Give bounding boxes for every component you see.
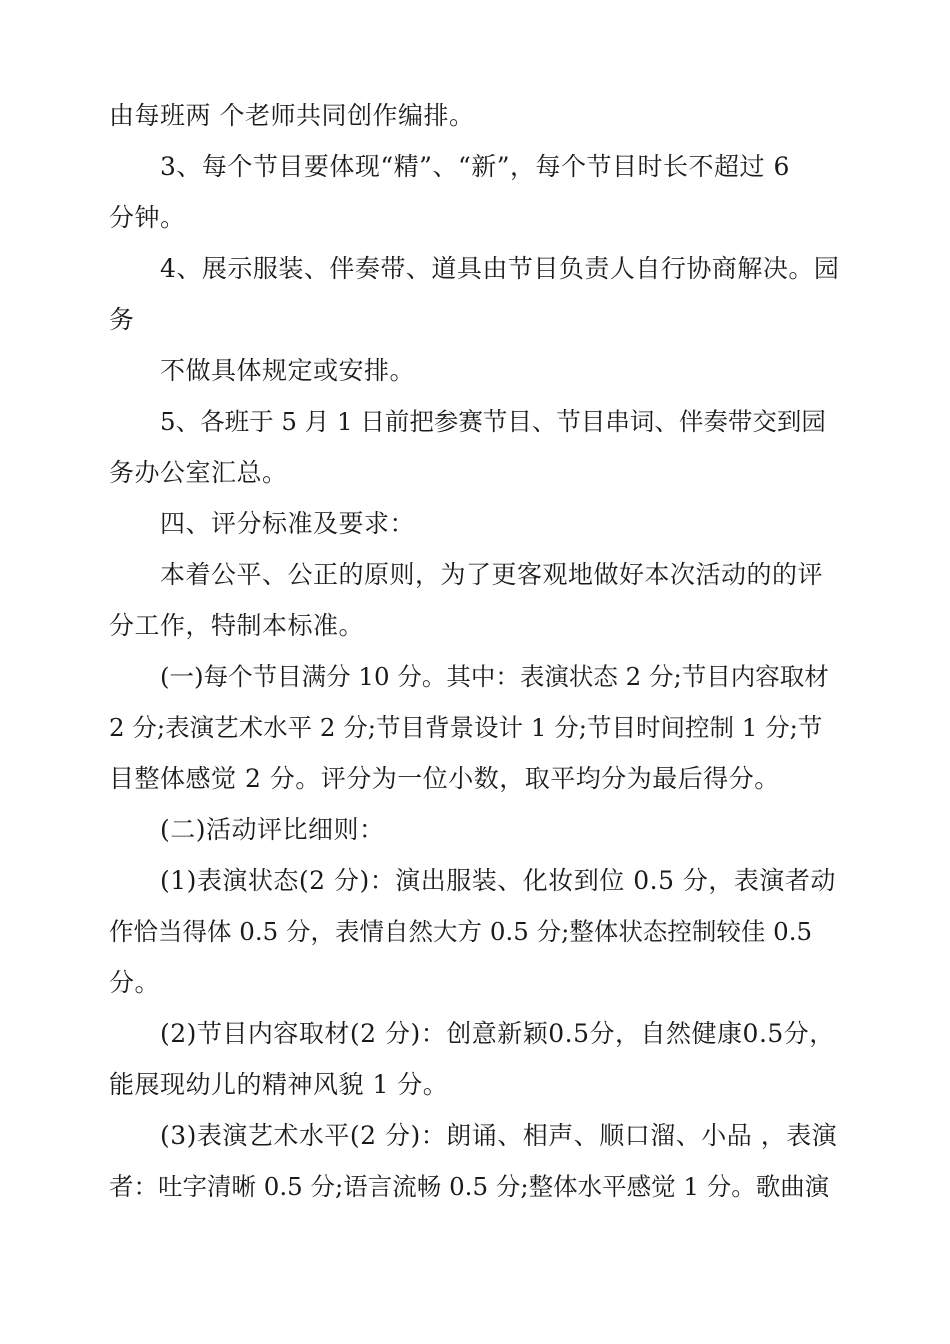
text-line: 分钟。 — [109, 203, 186, 232]
text-line: (1)表演状态(2 分)：演出服装、化妆到位 0.5 分，表演者动 — [160, 866, 836, 895]
text-line: 作恰当得体 0.5 分，表情自然大方 0.5 分;整体状态控制较佳 0.5 — [109, 917, 813, 946]
text-line: (2)节目内容取材(2 分)：创意新颖0.5分，自然健康0.5分， — [160, 1019, 835, 1048]
text-line: 2 分;表演艺术水平 2 分;节目背景设计 1 分;节目时间控制 1 分;节 — [109, 713, 823, 742]
text-line: 4、展示服装、伴奏带、道具由节目负责人自行协商解决。园 — [160, 254, 840, 283]
text-line: (二)活动评比细则： — [160, 815, 385, 844]
text-line: 分。 — [109, 968, 161, 997]
text-line: 能展现幼儿的精神风貌 1 分。 — [109, 1070, 449, 1099]
text-line: 者：吐字清晰 0.5 分;语言流畅 0.5 分;整体水平感觉 1 分。歌曲演 — [109, 1172, 830, 1201]
text-line: 3、每个节目要体现“精”、“新”，每个节目时长不超过 6 — [160, 152, 790, 181]
text-line: 由每班两 个老师共同创作编排。 — [109, 101, 475, 130]
text-line: 务 — [109, 305, 135, 334]
text-line: 目整体感觉 2 分。评分为一位小数，取平均分为最后得分。 — [109, 764, 780, 793]
text-line: 本着公平、公正的原则，为了更客观地做好本次活动的的评 — [160, 560, 824, 589]
section-heading: 四、评分标准及要求： — [160, 509, 416, 538]
text-line: (一)每个节目满分 10 分。其中：表演状态 2 分;节目内容取材 — [160, 662, 829, 691]
text-line: 5、各班于 5 月 1 日前把参赛节目、节目串词、伴奏带交到园 — [160, 407, 826, 436]
text-line: (3)表演艺术水平(2 分)：朗诵、相声、顺口溜、小品 ，表演 — [160, 1121, 838, 1150]
text-line: 分工作，特制本标准。 — [109, 611, 365, 640]
text-line: 务办公室汇总。 — [109, 458, 288, 487]
text-line: 不做具体规定或安排。 — [160, 356, 416, 385]
